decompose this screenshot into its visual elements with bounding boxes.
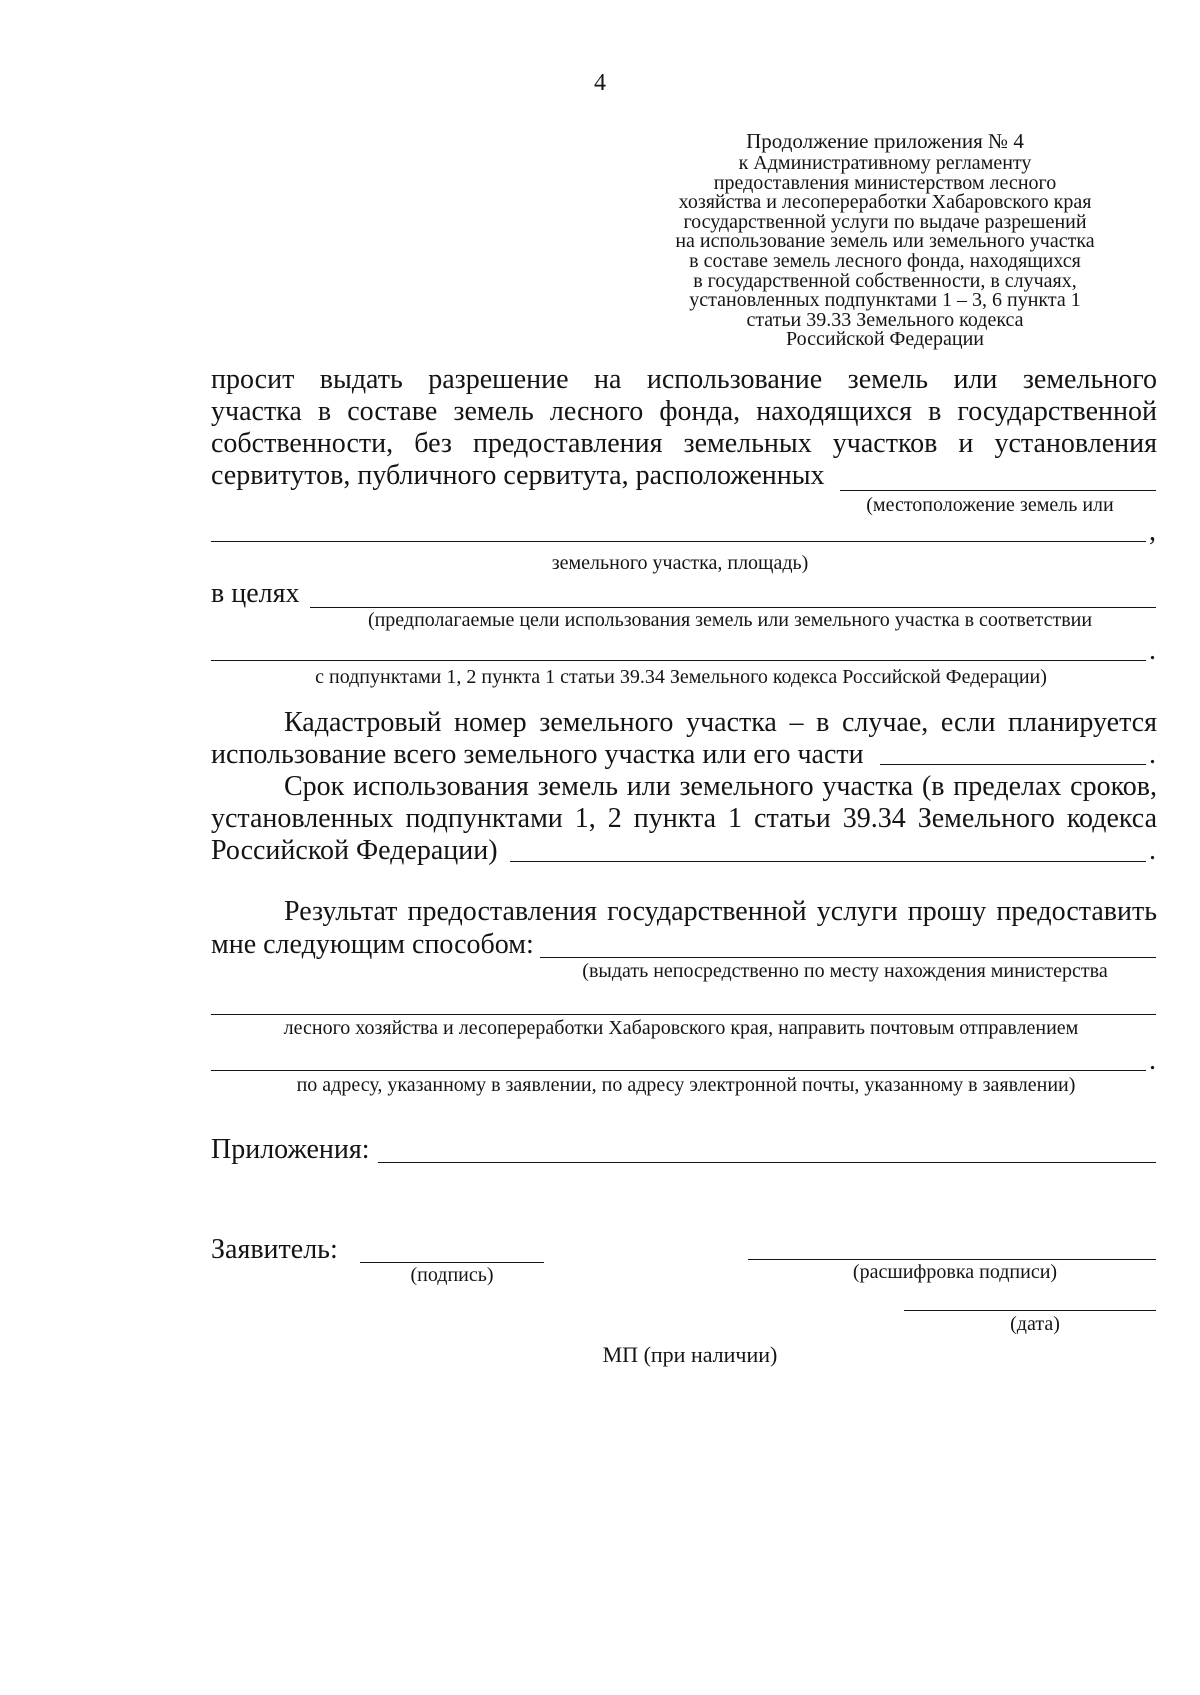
cadastral-end: . — [1149, 739, 1156, 770]
request-line: просит выдать разрешение на использование земель или земельного — [211, 364, 1157, 395]
header-line: в государственной собственности, в случаях, — [693, 269, 1077, 292]
header-line: государственной услуги по выдаче разрешений — [683, 210, 1087, 233]
purpose-label: в целях — [211, 578, 300, 609]
signature-field[interactable] — [360, 1262, 544, 1263]
header-line: статьи 39.33 Земельного кодекса — [746, 308, 1024, 331]
result-end: . — [1149, 1045, 1156, 1076]
term-field[interactable] — [510, 861, 1146, 862]
cadastral-line: Кадастровый номер земельного участка – в случае, если планируется — [284, 707, 1157, 738]
request-line: собственности, без предоставления земельных участков и установления — [211, 428, 1157, 459]
result-line: Результат предоставления государственной услуги прошу предоставить — [284, 896, 1157, 927]
term-line: установленных подпунктами 1, 2 пункта 1 статьи 39.34 Земельного кодекса — [211, 803, 1157, 834]
cadastral-number-field[interactable] — [880, 764, 1146, 765]
result-method-field-final[interactable] — [211, 1070, 1146, 1071]
location-field[interactable] — [840, 490, 1156, 491]
location-field-continued[interactable] — [211, 541, 1146, 542]
appendix-title: Продолжение приложения № 4 — [746, 129, 1024, 153]
purpose-caption: (предполагаемые цели использования земель или земельного участка в соответствии — [367, 609, 1093, 631]
term-line: Российской Федерации) — [211, 835, 498, 866]
result-caption-continued: лесного хозяйства и лесопереработки Хабаровского края, направить почтовым отправлением — [283, 1017, 1079, 1039]
location-comma: , — [1149, 516, 1156, 547]
page-number: 4 — [594, 70, 606, 96]
header-line: к Административному регламенту — [738, 152, 1032, 174]
term-end: . — [1149, 835, 1156, 866]
header-line: в составе земель лесного фонда, находящихся — [689, 249, 1081, 272]
header-line: хозяйства и лесопереработки Хабаровского края — [678, 191, 1092, 214]
attachments-field[interactable] — [378, 1162, 1156, 1163]
date-field[interactable] — [904, 1310, 1156, 1311]
header-line: предоставления министерством лесного — [713, 171, 1057, 194]
purpose-caption-continued: с подпунктами 1, 2 пункта 1 статьи 39.34 Земельного кодекса Российской Федерации) — [315, 666, 1047, 688]
result-caption: (выдать непосредственно по месту нахождения министерства — [582, 960, 1108, 982]
result-caption-final: по адресу, указанному в заявлении, по адресу электронной почты, указанному в заявлении) — [296, 1074, 1076, 1096]
request-line: участка в составе земель лесного фонда, находящихся в государственной — [211, 396, 1157, 427]
header-line: на использование земель или земельного участка — [675, 230, 1095, 253]
request-last-line: сервитутов, публичного сервитута, расположенных — [211, 460, 825, 491]
result-method-field[interactable] — [540, 957, 1156, 958]
signature-decoding-field[interactable] — [748, 1259, 1156, 1260]
seal-caption: МП (при наличии) — [602, 1342, 778, 1367]
purpose-field[interactable] — [310, 607, 1156, 608]
header-line: установленных подпунктами 1 – 3, 6 пункта 1 — [689, 289, 1081, 312]
header-line: Российской Федерации — [785, 328, 985, 351]
appendix-header — [600, 128, 1170, 350]
purpose-end: . — [1149, 635, 1156, 666]
signature-caption: (подпись) — [410, 1264, 494, 1286]
location-caption: (местоположение земель или — [866, 494, 1114, 516]
location-caption-continued: земельного участка, площадь) — [551, 552, 809, 574]
result-line: мне следующим способом: — [211, 929, 534, 960]
cadastral-line: использование всего земельного участка или его части — [211, 739, 864, 770]
purpose-field-continued[interactable] — [211, 660, 1146, 661]
applicant-label: Заявитель: — [211, 1234, 338, 1265]
signature-decoding-caption: (расшифровка подписи) — [852, 1261, 1058, 1283]
term-line: Срок использования земель или земельного участка (в пределах сроков, — [284, 771, 1157, 802]
date-caption: (дата) — [1010, 1313, 1060, 1335]
result-method-field-continued[interactable] — [211, 1014, 1156, 1015]
attachments-label: Приложения: — [211, 1134, 370, 1165]
